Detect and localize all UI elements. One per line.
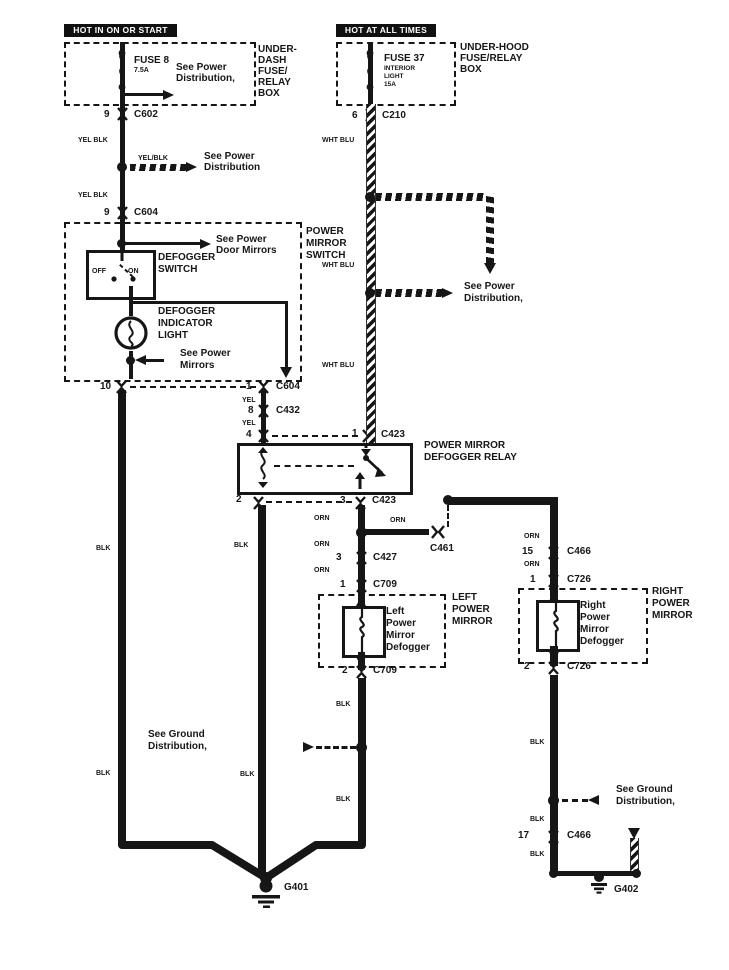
- hot-at-all-times-banner: HOT AT ALL TIMES: [336, 24, 436, 37]
- note-line: Distribution,: [176, 73, 235, 84]
- defogger-switch-label: SWITCH: [158, 264, 198, 275]
- left-mirror-label: Left: [386, 606, 405, 617]
- relay-title: POWER MIRROR: [424, 440, 506, 451]
- underhood-label: UNDER-HOOD: [460, 42, 529, 53]
- connector-icon: [257, 429, 270, 443]
- connector-label: C427: [373, 552, 397, 563]
- fuse37-rating: 15A: [384, 81, 396, 88]
- note-line: Distribution,: [616, 796, 675, 807]
- wire-striped: [630, 838, 639, 872]
- connector-label: C604: [276, 381, 300, 392]
- pin-number: 1: [246, 381, 252, 392]
- wire-color-label: BLK: [336, 701, 351, 708]
- pin-number: 2: [236, 494, 242, 505]
- wire: [448, 497, 558, 505]
- pin-number: 9: [104, 109, 110, 120]
- fuse8-name: FUSE 8: [134, 55, 170, 66]
- connector-icon: [547, 830, 560, 844]
- pin-number: 1: [352, 428, 358, 439]
- pin-number: 3: [336, 552, 342, 563]
- junction-dot: [549, 869, 558, 878]
- right-mirror-title: POWER: [652, 598, 690, 609]
- indicator-label: LIGHT: [158, 330, 188, 341]
- connector-label: C432: [276, 405, 300, 416]
- underhood-label: FUSE/RELAY: [460, 53, 523, 64]
- left-mirror-label: Power: [386, 618, 417, 629]
- connector-icon: [355, 551, 368, 565]
- junction-dot: [365, 192, 375, 202]
- offpage-wire: [130, 164, 186, 171]
- wire-color-label: BLK: [530, 739, 545, 746]
- wire-color-label: BLK: [530, 816, 545, 823]
- wire: [550, 675, 558, 875]
- connector-label: C604: [134, 207, 158, 218]
- underdash-label: BOX: [258, 88, 280, 99]
- note-line: See Power: [216, 234, 267, 245]
- switch-off-label[interactable]: OFF: [92, 268, 106, 275]
- note-line: See Ground: [148, 729, 205, 740]
- ground-label: G402: [614, 884, 639, 895]
- connector-icon: [547, 574, 560, 588]
- wire: [285, 301, 288, 371]
- arrow-up-icon: [356, 597, 366, 606]
- wire-color-label: YEL BLK: [78, 192, 108, 199]
- wire-color-label: BLK: [530, 851, 545, 858]
- right-mirror-label: Defogger: [580, 636, 624, 647]
- junction-dot: [117, 162, 127, 172]
- underdash-label: RELAY: [258, 77, 291, 88]
- pin-number: 15: [522, 546, 534, 557]
- note-line: Distribution,: [464, 293, 523, 304]
- connector-label: C602: [134, 109, 158, 120]
- arrow-right-icon: [200, 239, 211, 249]
- note-line: See Power: [464, 281, 515, 292]
- connector-span: [130, 386, 256, 388]
- right-mirror-title: RIGHT: [652, 586, 684, 597]
- underdash-label: UNDER-: [258, 44, 297, 55]
- note-line: See Power: [176, 62, 227, 73]
- wire: [125, 242, 201, 245]
- junction-dot: [548, 795, 559, 806]
- fuse-icon: [363, 47, 378, 95]
- wire-color-label: YEL: [242, 397, 256, 404]
- wire-color-label: ORN: [524, 533, 540, 540]
- pin-number: 2: [524, 661, 530, 672]
- connector-label: C726: [567, 661, 591, 672]
- pin-number: 9: [104, 207, 110, 218]
- pin-number: 6: [352, 110, 358, 121]
- junction-dot: [356, 742, 367, 753]
- left-mirror-title: MIRROR: [452, 616, 493, 627]
- wire: [258, 505, 266, 825]
- left-mirror-title: POWER: [452, 604, 490, 615]
- fuse8-rating: 7.5A: [134, 67, 149, 74]
- junction-dot: [365, 288, 375, 298]
- connector-label: C210: [382, 110, 406, 121]
- ground-icon: [588, 872, 612, 894]
- offpage-arrow-icon: [588, 795, 599, 805]
- right-mirror-label: Mirror: [580, 624, 609, 635]
- arrow-right-icon: [163, 90, 174, 100]
- connector-label: C423: [372, 495, 396, 506]
- offpage-wire: [486, 193, 494, 263]
- junction-dot: [126, 356, 135, 365]
- connector-label: C709: [373, 665, 397, 676]
- connector-icon: [355, 665, 368, 679]
- wire: [146, 359, 164, 362]
- pin-number: 4: [246, 429, 252, 440]
- wire: [365, 529, 429, 535]
- connector-label: C709: [373, 579, 397, 590]
- wire-color-label: YEL/BLK: [138, 155, 168, 162]
- connector-label: C461: [430, 543, 454, 554]
- switch-on-label[interactable]: ON: [128, 268, 139, 275]
- heater-element-icon: [354, 606, 370, 652]
- arrow-down-icon: [484, 263, 496, 274]
- left-mirror-label: Defogger: [386, 642, 430, 653]
- pin-number: 1: [340, 579, 346, 590]
- pin-number: 3: [340, 495, 346, 506]
- pin-number: 10: [100, 381, 112, 392]
- underhood-label: BOX: [460, 64, 482, 75]
- note-line: See Power: [180, 348, 231, 359]
- connector-label: C423: [381, 429, 405, 440]
- connector-icon: [355, 579, 368, 593]
- note-line: See Ground: [616, 784, 673, 795]
- connector-span: [272, 435, 358, 437]
- note-line: Distribution,: [148, 741, 207, 752]
- heater-element-icon: [548, 600, 564, 646]
- left-mirror-title: LEFT: [452, 592, 477, 603]
- underdash-label: DASH: [258, 55, 287, 66]
- underdash-label: FUSE/: [258, 66, 288, 77]
- wire: [118, 390, 126, 825]
- indicator-label: INDICATOR: [158, 318, 213, 329]
- note-line: Door Mirrors: [216, 245, 277, 256]
- arrow-right-icon: [442, 288, 453, 298]
- junction-dot: [632, 869, 641, 878]
- fuse-icon: [115, 47, 130, 95]
- defogger-switch-label: DEFOGGER: [158, 252, 216, 263]
- right-mirror-label: Right: [580, 600, 606, 611]
- offpage-wire: [316, 746, 356, 749]
- wire-color-label: BLK: [240, 771, 255, 778]
- switch-title: POWER: [306, 226, 344, 237]
- wire: [131, 301, 287, 304]
- note-line: See Power: [204, 151, 255, 162]
- switch-lever-icon: [96, 252, 144, 292]
- ground-run: [86, 823, 398, 913]
- arrow-right-icon: [186, 162, 197, 172]
- wire-color-label: BLK: [336, 796, 351, 803]
- connector-icon: [547, 661, 560, 675]
- wire-color-label: ORN: [314, 567, 330, 574]
- right-mirror-label: Power: [580, 612, 611, 623]
- fuse37-desc: INTERIOR: [384, 65, 416, 72]
- switch-title: MIRROR: [306, 238, 347, 249]
- wire-color-label: ORN: [390, 517, 406, 524]
- arrow-down-icon: [280, 367, 292, 378]
- arrow-left-icon: [135, 355, 146, 365]
- pin-number: 17: [518, 830, 530, 841]
- pin-number: 8: [248, 405, 254, 416]
- connector-label: C726: [567, 574, 591, 585]
- wire-color-label: WHT BLU: [322, 362, 355, 369]
- right-mirror-title: MIRROR: [652, 610, 693, 621]
- relay-contact-icon: [342, 443, 398, 489]
- wire-color-label: WHT BLU: [322, 137, 355, 144]
- relay-title: DEFOGGER RELAY: [424, 452, 517, 463]
- ground-label: G401: [284, 882, 309, 893]
- wire-color-label: YEL: [242, 420, 256, 427]
- note-line: Mirrors: [180, 360, 215, 371]
- offpage-wire: [562, 799, 588, 802]
- hot-in-on-banner: HOT IN ON OR START: [64, 24, 177, 37]
- wire-color-label: YEL BLK: [78, 137, 108, 144]
- connector-icon: [257, 404, 270, 418]
- inline-connector-icon: [430, 525, 446, 539]
- connector-icon: [547, 546, 560, 560]
- wire-color-label: ORN: [524, 561, 540, 568]
- relay-coil-icon: [253, 446, 273, 489]
- fuse37-desc: LIGHT: [384, 73, 404, 80]
- connector-label: C466: [567, 546, 591, 557]
- wire: [122, 93, 164, 96]
- offpage-arrow-icon: [303, 742, 314, 752]
- offpage-wire: [376, 193, 486, 201]
- wire-color-label: BLK: [234, 542, 249, 549]
- pin-number: 2: [342, 665, 348, 676]
- wire-color-label: BLK: [96, 770, 111, 777]
- wire-color-label: WHT BLU: [322, 262, 355, 269]
- indicator-label: DEFOGGER: [158, 306, 216, 317]
- switch-title: SWITCH: [306, 250, 346, 261]
- note-line: Distribution: [204, 162, 261, 173]
- indicator-lamp-icon: [113, 315, 151, 353]
- arrow-down-icon: [548, 650, 560, 661]
- connector-label: C466: [567, 830, 591, 841]
- left-mirror-label: Mirror: [386, 630, 415, 641]
- pin-number: 1: [530, 574, 536, 585]
- wire-striped: [366, 104, 376, 443]
- offpage-wire: [376, 289, 442, 297]
- wire: [447, 505, 449, 527]
- wire-color-label: BLK: [96, 545, 111, 552]
- fuse37-name: FUSE 37: [384, 53, 425, 64]
- wire-color-label: ORN: [314, 541, 330, 548]
- wire: [129, 300, 133, 316]
- connector-icon: [116, 206, 129, 220]
- wire-color-label: ORN: [314, 515, 330, 522]
